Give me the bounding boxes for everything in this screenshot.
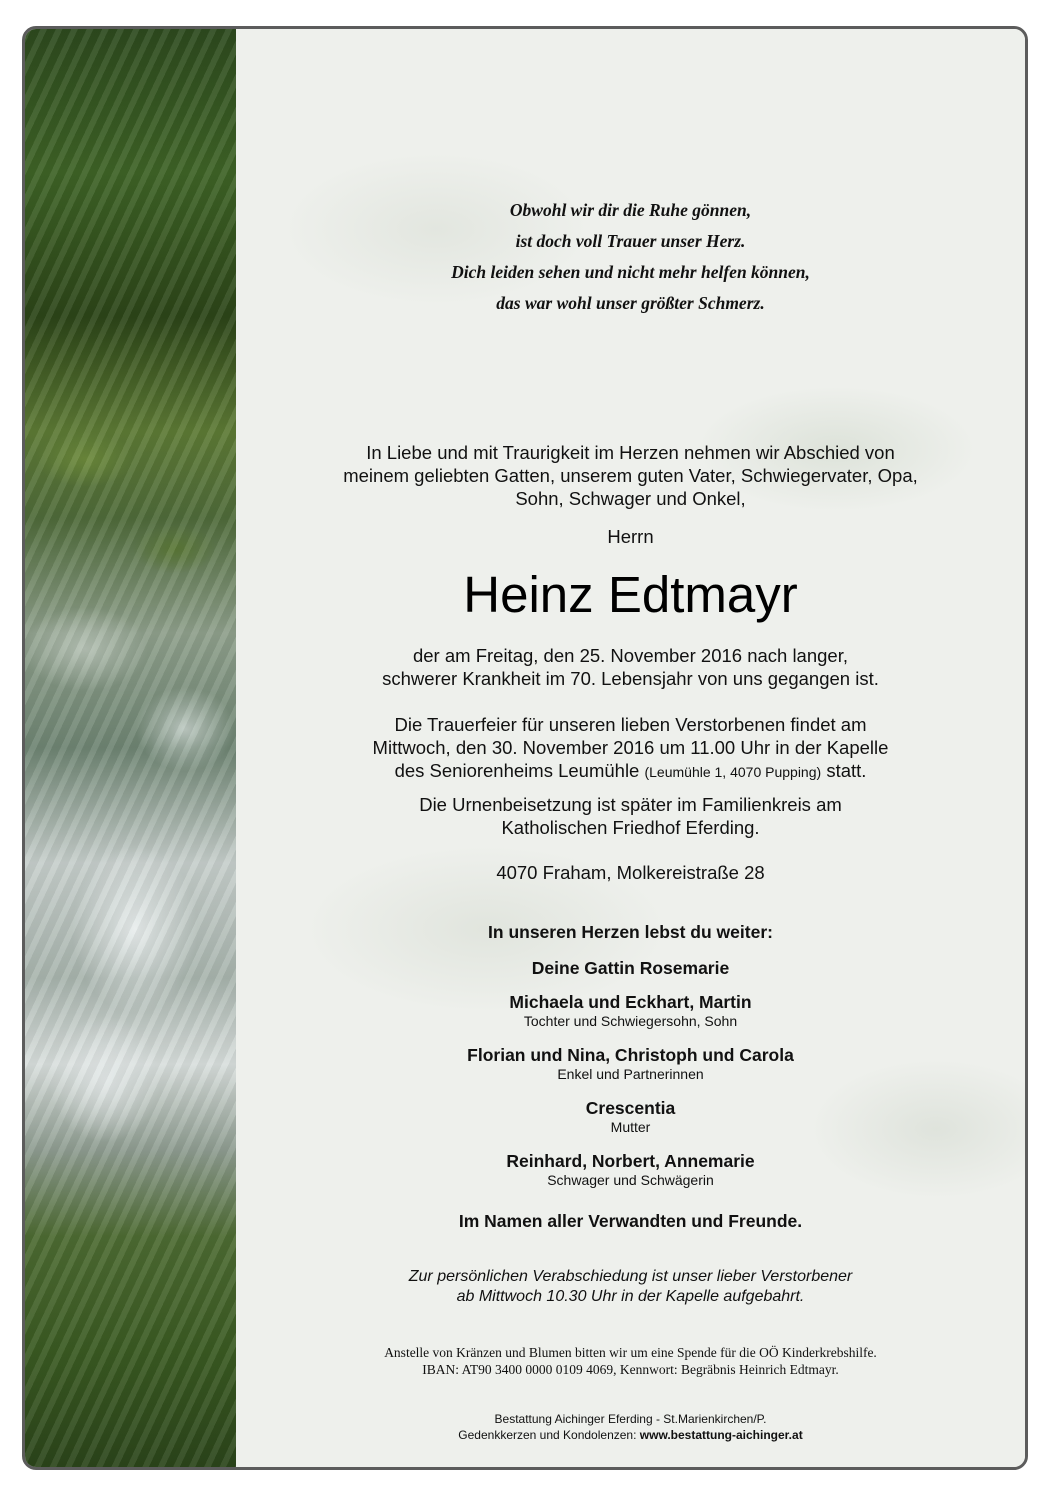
service-location: des Seniorenheims Leumühle [394, 760, 640, 781]
urn-line: Katholischen Friedhof Eferding. [501, 817, 760, 838]
mourner-relation: Tochter und Schwiegersohn, Sohn [523, 1013, 738, 1029]
mourner-group [236, 1151, 1025, 1189]
donation-line: Anstelle von Kränzen und Blumen bitten wir um eine Spende für die OÖ Kinderkrebshilfe. [384, 1345, 877, 1360]
funeral-home-name: Bestattung Aichinger Eferding - St.Marienkirchen/P. [494, 1412, 767, 1426]
service-line: Mittwoch, den 30. November 2016 um 11.00 Uhr in der Kapelle [372, 737, 889, 758]
funeral-service [236, 713, 1025, 784]
service-line [236, 759, 1025, 784]
mourner-group [236, 1098, 1025, 1136]
mourners-heading: In unseren Herzen lebst du weiter: [488, 922, 773, 942]
intro-line: meinem geliebten Gatten, unserem guten Vater, Schwiegervater, Opa, [343, 465, 918, 486]
mourner-names: Deine Gattin Rosemarie [531, 958, 730, 978]
donation-iban: IBAN: AT90 3400 0000 0109 4069, Kennwort: Begräbnis Heinrich Edtmayr. [422, 1362, 839, 1377]
service-end: statt. [826, 760, 867, 781]
intro-line: Sohn, Schwager und Onkel, [515, 488, 746, 509]
closing-line: Im Namen aller Verwandten und Freunde. [458, 1211, 803, 1231]
viewing-line: ab Mittwoch 10.30 Uhr in der Kapelle aufgebahrt. [456, 1288, 805, 1305]
intro-line: In Liebe und mit Traurigkeit im Herzen nehmen wir Abschied von [366, 442, 895, 463]
condolence-label: Gedenkkerzen und Kondolenzen: [458, 1428, 637, 1442]
funeral-home-website-link[interactable]: www.bestattung-aichinger.at [639, 1428, 803, 1442]
obituary-content [236, 29, 1025, 1467]
urn-burial [236, 793, 1025, 839]
service-location-address: (Leumühle 1, 4070 Pupping) [644, 764, 822, 780]
viewing-notice [236, 1267, 1025, 1307]
mourner-relation: Mutter [610, 1119, 651, 1135]
deceased-name: Heinz Edtmayr [463, 566, 798, 623]
poem-line: ist doch voll Trauer unser Herz. [515, 231, 746, 251]
mourner-relation: Schwager und Schwägerin [547, 1172, 714, 1188]
funeral-home-footer [236, 1411, 1025, 1443]
obituary-card [22, 26, 1028, 1470]
death-notice [236, 644, 1025, 690]
mourner-names: Crescentia [585, 1098, 676, 1118]
death-line: der am Freitag, den 25. November 2016 nach langer, [412, 645, 848, 666]
death-line: schwerer Krankheit im 70. Lebensjahr von uns gegangen ist. [382, 668, 879, 689]
intro-text [236, 441, 1025, 510]
poem-line: das war wohl unser größter Schmerz. [496, 293, 765, 313]
mourner-names: Michaela und Eckhart, Martin [509, 992, 752, 1012]
mourner-relation: Enkel und Partnerinnen [557, 1066, 704, 1082]
poem-line: Dich leiden sehen und nicht mehr helfen können, [451, 262, 810, 282]
mourner-names: Reinhard, Norbert, Annemarie [506, 1151, 755, 1171]
salutation: Herrn [607, 526, 654, 547]
condolence-line [236, 1427, 1025, 1443]
mourner-group [236, 958, 1025, 979]
stream-photo [25, 29, 236, 1467]
memorial-poem [236, 195, 1025, 319]
urn-line: Die Urnenbeisetzung ist später im Familienkreis am [419, 794, 842, 815]
poem-line: Obwohl wir dir die Ruhe gönnen, [509, 200, 752, 220]
family-address: 4070 Fraham, Molkereistraße 28 [496, 862, 765, 883]
mourner-group [236, 1045, 1025, 1083]
donation-request [236, 1344, 1025, 1378]
mourner-group [236, 992, 1025, 1030]
service-line: Die Trauerfeier für unseren lieben Verstorbenen findet am [394, 714, 867, 735]
mourner-names: Florian und Nina, Christoph und Carola [467, 1045, 794, 1065]
viewing-line: Zur persönlichen Verabschiedung ist unser lieber Verstorbener [408, 1268, 853, 1285]
